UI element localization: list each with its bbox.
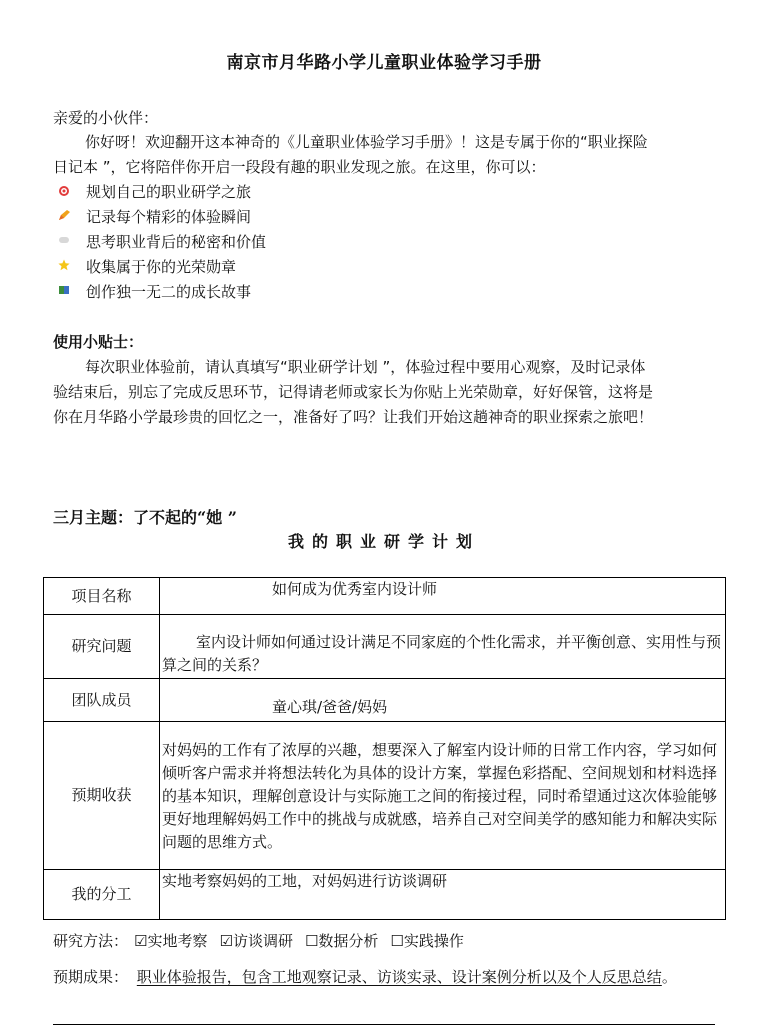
tips-heading: 使用小贴士： xyxy=(53,333,144,351)
table-row xyxy=(44,870,726,920)
method-checkbox[interactable] xyxy=(219,930,292,951)
research-methods xyxy=(53,930,464,951)
bullet-text: 记录每个精彩的体验瞬间 xyxy=(86,208,252,226)
role-value: 实地考察妈妈的工地，对妈妈进行访谈调研 xyxy=(162,872,448,890)
methods-label: 研究方法： xyxy=(53,932,129,950)
method-checkbox[interactable] xyxy=(390,930,463,951)
intro-line-2: 日记本 ”，它将陪伴你开启一段段有趣的职业发现之旅。在这里，你可以： xyxy=(53,158,546,176)
month-theme: 三月主题：了不起的“她 ” xyxy=(53,508,237,527)
book-icon xyxy=(57,283,71,297)
plan-table xyxy=(43,577,726,920)
pencil-icon xyxy=(57,208,71,222)
tips-line-2: 验结束后，别忘了完成反思环节，记得请老师或家长为你贴上光荣勋章，好好保管，这将是 xyxy=(53,383,654,401)
intro-line-1: 你好呀！欢迎翻开这本神奇的《儿童职业体验学习手册》！这是专属于你的“职业探险 xyxy=(85,133,648,151)
project-cell xyxy=(160,578,726,615)
checkbox-empty-icon: ☐ xyxy=(304,932,319,950)
thought-icon xyxy=(57,233,71,247)
table-row xyxy=(44,722,726,870)
bullet-text: 规划自己的职业研学之旅 xyxy=(86,183,252,201)
method-checkbox[interactable] xyxy=(134,930,207,951)
team-label: 团队成员 xyxy=(44,679,160,722)
expect-label: 预期收获 xyxy=(44,722,160,870)
question-label: 研究问题 xyxy=(44,615,160,679)
method-label: 访谈调研 xyxy=(232,932,293,950)
method-label: 实践操作 xyxy=(403,932,464,950)
team-value: 童心琪/爸爸/妈妈 xyxy=(272,698,388,716)
checkbox-checked-icon: ☑ xyxy=(219,932,233,950)
greeting: 亲爱的小伙伴： xyxy=(53,109,159,127)
tips-line-1: 每次职业体验前，请认真填写“职业研学计划 ”，体验过程中要用心观察，及时记录体 xyxy=(85,358,646,376)
checkbox-checked-icon: ☑ xyxy=(134,932,148,950)
result-end: 。 xyxy=(661,968,677,986)
bullet-text: 收集属于你的光荣勋章 xyxy=(86,258,237,276)
method-checkbox[interactable] xyxy=(305,930,378,951)
table-row xyxy=(44,679,726,722)
method-label: 数据分析 xyxy=(318,932,379,950)
question-cell xyxy=(160,615,726,679)
result-label: 预期成果： xyxy=(53,968,129,986)
target-icon xyxy=(57,184,71,198)
project-label: 项目名称 xyxy=(44,578,160,615)
bullet-text: 创作独一无二的成长故事 xyxy=(86,283,252,301)
star-icon xyxy=(57,258,71,272)
plan-title: 我的职业研学计划 xyxy=(287,532,480,551)
expect-cell xyxy=(160,722,726,870)
checkbox-empty-icon: ☐ xyxy=(390,932,404,950)
expect-value: 对妈妈的工作有了浓厚的兴趣，想要深入了解室内设计师的日常工作内容，学习如何倾听客户需求并将想法转化为具体的设计方案，掌握色彩搭配、空间规划和材料选择的基本知识，理解创意设计与实际施工之间的衔接过程，同时希望通过这次体验能够更好地理解妈妈工作中的挑战与成就感，培养自己对空间美学的感知能力和解决实际问题的思维方式。 xyxy=(162,741,718,851)
expected-results xyxy=(53,966,677,987)
team-cell xyxy=(160,679,726,722)
role-cell xyxy=(160,870,726,920)
divider xyxy=(53,1024,715,1025)
method-label: 实地考察 xyxy=(147,932,208,950)
table-row xyxy=(44,615,726,679)
handbook-title: 南京市月华路小学儿童职业体验学习手册 xyxy=(226,53,542,73)
question-value: 室内设计师如何通过设计满足不同家庭的个性化需求，并平衡创意、实用性与预算之间的关系？ xyxy=(162,633,722,674)
project-value: 如何成为优秀室内设计师 xyxy=(272,580,438,598)
result-value: 职业体验报告，包含工地观察记录、访谈实录、设计案例分析以及个人反思总结 xyxy=(136,968,662,986)
role-label: 我的分工 xyxy=(44,870,160,920)
tips-line-3: 你在月华路小学最珍贵的回忆之一，准备好了吗？让我们开始这趟神奇的职业探索之旅吧！ xyxy=(53,408,654,426)
bullet-text: 思考职业背后的秘密和价值 xyxy=(86,233,267,251)
table-row xyxy=(44,578,726,615)
